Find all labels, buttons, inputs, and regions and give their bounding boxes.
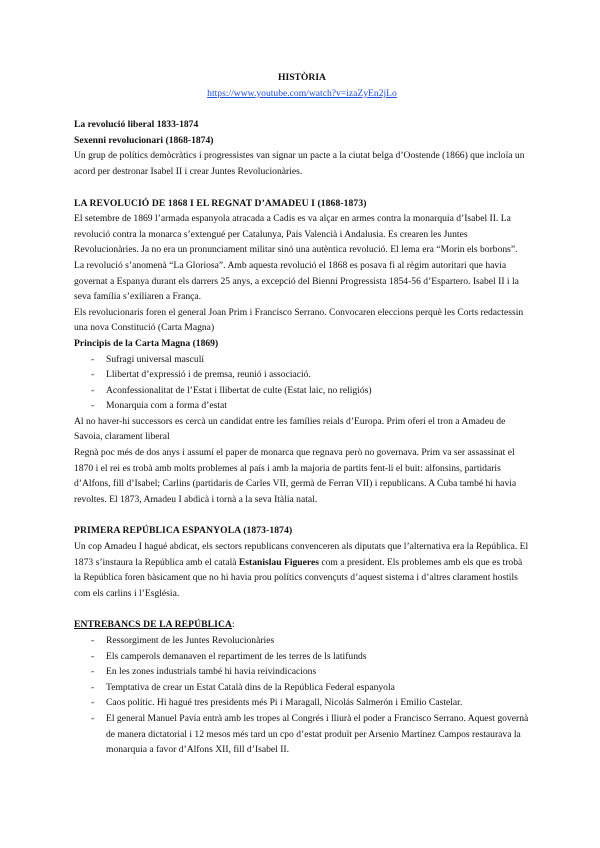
list-item: - En les zones industrials també hi havia reivindicacions — [74, 664, 530, 680]
carta-magna-list — [74, 352, 530, 414]
obstacles-heading-text: ENTREBANCS DE LA REPÚBLICA — [74, 619, 232, 631]
paragraph-text: com a president. Els problemes amb els que es trobà la República foren bàsicament que no hi havia prou polítics convençuts d’aquest sistema i d’altres clarament hostils com els carlins i l’Església. — [74, 556, 523, 599]
document-body — [74, 70, 530, 758]
document-title: HISTÒRIA — [278, 72, 326, 83]
obstacles-list — [74, 633, 530, 758]
paragraph-amadeu-candidate: Al no haver-hi successors es cercà un candidat entre les famílies reials d’Europa. Prim oferí el tron a Amadeu de Savoia, clarament liberal — [74, 415, 506, 443]
list-item: - Llibertat d’expressió i de premsa, reunió i associació. — [74, 367, 530, 383]
paragraph-amadeu-reign: Regnà poc més de dos anys i assumí el paper de monarca que regnava però no governava. Prim va ser assassinat el 1870 i el rei es trobà amb molts problemes al país i amb la majoria de partits fent-li el buit: alfonsins, partidaris d’Alfons, fill d’Isabel; Carlins (partidaris de Carles VII, germà de Ferran VII) i republicans. A Cuba també hi havia revoltes. El 1873, Amadeu I abdicà i tornà a la seva Itàlia natal. — [74, 447, 517, 505]
section-heading-obstacles — [74, 617, 530, 633]
list-item: - El general Manuel Pavía entrà amb les tropes al Congrés i lliurà el poder a Francisco Serrano. Aquest governà de manera dictatorial i 12 mesos més tard un cpo d’estat produït per Arsenio Martínez Campos restaurava la monarquia a favor d’Alfons XII, fill d’Isabel II. — [74, 711, 530, 758]
list-item: - Aconfessionalitat de l’Estat i llibertat de culte (Estat laic, no religiós) — [74, 383, 530, 399]
paragraph-text: Un cop Amadeu I hagué abdicat, els sectors republicans convenceren als diputats que l’alternativa era la República. El 1873 s’instaura la República amb el català — [74, 541, 529, 568]
paragraph-revolutionaries: Els revolucionaris foren el general Joan Prim i Francisco Serrano. Convocaren eleccions perquè les Corts redactessin una nova Constitució (Carta Magna) — [74, 306, 524, 334]
section-heading-liberal-revolution: La revolució liberal 1833-1874 — [74, 119, 199, 131]
paragraph-gloriosa: El setembre de 1869 l’armada espanyola atracada a Cadis es va alçar en armes contra la monarquia d’Isabel II. La revolució contra la monarca s’extengué per Catalunya, País Valencià i Andalusia. Es crearen les Juntes Revolucionàries. Ja no era un pronunciament militar sinó una autèntica revolució. El lema era “Morin els borbons”. La revolució s’anomenà “La Gloriosa”. Amb aquesta revolució el 1868 es posava fi al règim autoritari que havia governat a Espanya durant els darrers 25 anys, a excepció del Bienni Progressista 1854-56 d’Espartero. Isabel II i la seva família s’exiliaren a França. — [74, 213, 519, 303]
video-link-line — [74, 86, 530, 102]
subheading-carta-magna: Principis de la Carta Magna (1869) — [74, 337, 219, 349]
list-item: - Caos polític. Hi hagué tres presidents més Pi i Maragall, Nicolás Salmerón i Emilio Castelar. — [74, 695, 530, 711]
president-name: Estanislau Figueres — [238, 556, 319, 568]
list-item: - Els camperols demanaven el repartiment de les terres de ls latifunds — [74, 649, 530, 665]
list-item: - Monarquia com a forma d’estat — [74, 398, 530, 414]
youtube-link[interactable]: https://www.youtube.com/watch?v=izaZyEn2jLo — [207, 87, 397, 99]
paragraph-oostende: Un grup de polítics demòcràtics i progressistes van signar un pacte a la ciutat belga d’Oostende (1866) que incloïa un acord per destronar Isabel II i crear Juntes Revolucionàries. — [74, 150, 525, 177]
list-item: - Temptativa de crear un Estat Català dins de la República Federal espanyola — [74, 680, 530, 696]
list-item: - Ressorgiment de les Juntes Revolucionàries — [74, 633, 530, 649]
subheading-sexenni: Sexenni revolucionari (1868-1874) — [74, 134, 214, 146]
section-heading-revolution-1868: LA REVOLUCIÓ DE 1868 I EL REGNAT D’AMADEU I (1868-1873) — [74, 197, 367, 209]
list-item: - Sufragi universal masculí — [74, 352, 530, 368]
section-heading-first-republic: PRIMERA REPÚBLICA ESPANYOLA (1873-1874) — [74, 525, 293, 537]
obstacles-heading-colon: : — [232, 619, 235, 631]
paragraph-first-republic — [74, 539, 530, 601]
